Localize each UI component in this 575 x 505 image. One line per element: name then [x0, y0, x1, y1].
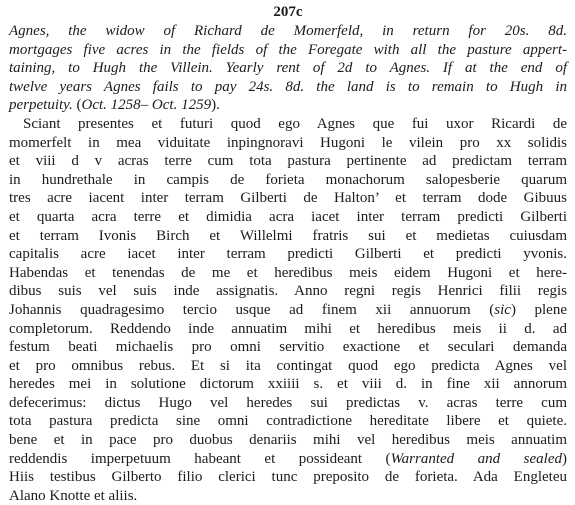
charter-line-text: reddendis imperpetuum habeant et possideant ( — [9, 450, 391, 467]
charter-line: et quarta acra terre et dimidia acra iacet inter terram predicti Gilberti — [9, 208, 567, 225]
summary-date-open: ( — [72, 97, 82, 114]
document-page — [9, 0, 567, 505]
charter-line-text: ) — [562, 450, 567, 467]
editorial-note: Warranted and sealed — [390, 450, 562, 467]
charter-line: et terram Ivonis Birch et Willelmi fratris sui et medietas cuiusdam — [9, 227, 567, 244]
summary-line: mortgages five acres in the fields of the Foregate with all the pasture appert- — [9, 41, 567, 58]
charter-line — [9, 450, 567, 469]
charter-line: momerfelt in mea viduitate inpingnoravi Hugoni le vilein pro xx solidis — [9, 134, 567, 151]
charter-line: dibus suis vel suis inde assignatis. Anno regni regis Henrici filii regis — [9, 283, 567, 300]
summary-line — [9, 96, 567, 115]
charter-line: defecerimus: dictus Hugo vel heredes sui predictas v. acras terre cum — [9, 394, 567, 411]
charter-line: in hundrethale in campis de forieta monachorum salopesberie quarum — [9, 171, 567, 188]
summary-line: twelve years Agnes fails to pay 24s. 8d. the land is to remain to Hugh in — [9, 78, 567, 95]
charter-line: completorum. Reddendo inde annuatim mihi et heredibus meis ii d. ad — [9, 320, 567, 337]
charter-line: festum beati michaelis pro omni servitio exactione et seculari demanda — [9, 339, 567, 356]
charter-line: bene et in pace pro duobus denariis mihi vel heredibus meis annuatim — [9, 432, 567, 449]
charter-line: Alano Knotte et aliis. — [9, 487, 138, 504]
sic-annotation: sic — [494, 301, 511, 318]
summary-last-italic: perpetuity. — [9, 97, 73, 114]
summary-line: Agnes, the widow of Richard de Momerfeld, in return for 20s. 8d. — [9, 23, 567, 39]
charter-line-text: ) plene — [510, 301, 568, 318]
summary-date: Oct. 1258– Oct. 1259 — [81, 97, 212, 114]
charter-line: tota pastura predicta sine omni contradictione hereditate libere et quiete. — [9, 413, 567, 430]
charter-line: tres acre iacent inter terram Gilberti de Halton’ et terram dode Gibuus — [9, 190, 567, 207]
charter-line: et pro omnibus rebus. Et si ita contingat quod ego predicta Agnes vel — [9, 357, 567, 374]
summary-line: taining, to Hugh the Villein. Yearly rent of 2d to Agnes. If at the end of — [9, 60, 567, 77]
charter-line-text: Johannis quadragesimo tercio usque ad finem xii annuorum ( — [9, 301, 495, 318]
charter-line: Sciant presentes et futuri quod ego Agnes que fui uxor Ricardi de — [23, 115, 567, 132]
charter-line: capitalis acre iacet inter terram predicti Gilberti et predicti yvonis. — [9, 246, 567, 263]
charter-line: Hiis testibus Gilberto filio clerici tunc preposito de forieta. Ada Engleteu — [9, 469, 567, 486]
latin-charter-text — [9, 115, 567, 505]
charter-line: heredes mei in solutione dictorum xxiiii s. et viii d. in fine xii annorum — [9, 376, 567, 393]
charter-line: Habendas et tenendas de me et heredibus meis eidem Hugoni et here- — [9, 264, 567, 281]
charter-number-heading: 207c — [273, 4, 303, 20]
english-summary — [9, 22, 567, 115]
charter-line — [9, 301, 567, 320]
summary-date-close: ). — [211, 97, 220, 114]
charter-line: et viii d v acras terre cum tota pastura pertinente ad predictam terram — [9, 153, 567, 170]
